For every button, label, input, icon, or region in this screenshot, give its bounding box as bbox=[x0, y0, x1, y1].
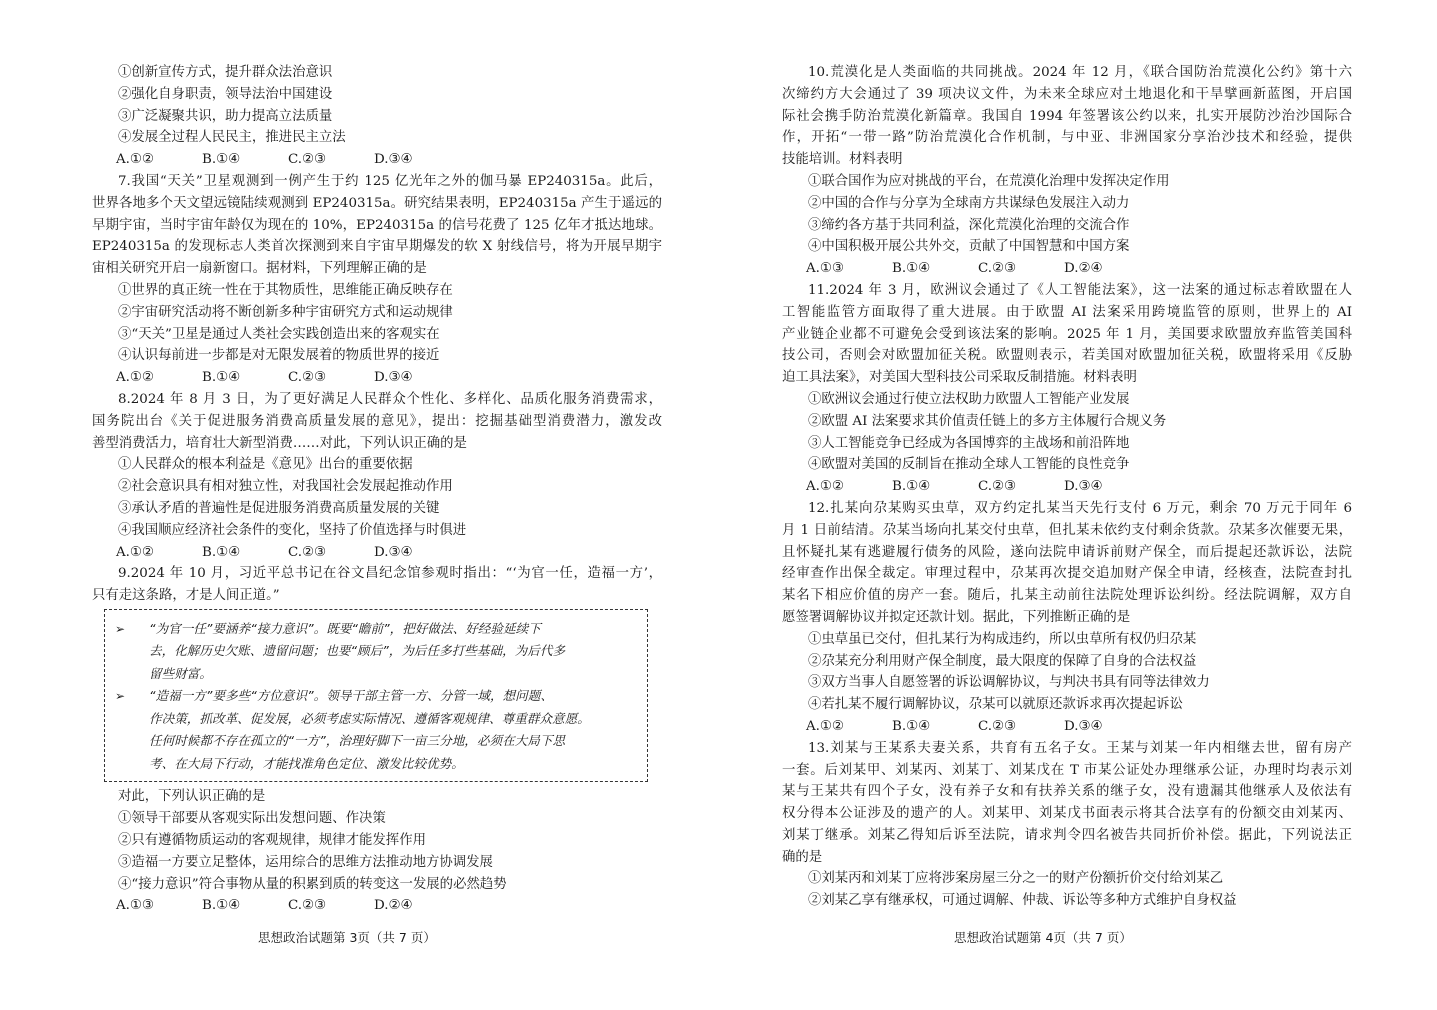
option-b: B.①④ bbox=[892, 718, 931, 734]
option-c: C.②③ bbox=[288, 544, 327, 560]
stem-line: 经审查作出保全裁定。审理过程中，尕某再次提交追加财产保全申请，经核查，法院查封扎 bbox=[782, 566, 1352, 582]
stem-line: 技公司，否则会对欧盟加征关税。欧盟则表示，若美国对欧盟加征关税，欧盟将采用《反胁 bbox=[782, 348, 1352, 364]
choice-item: ②刘某乙享有继承权，可通过调解、仲裁、诉讼等多种方式维护自身权益 bbox=[808, 893, 1237, 909]
option-c: C.②③ bbox=[978, 479, 1017, 495]
option-b: B.①④ bbox=[892, 479, 931, 495]
choice-item: ③人工智能竞争已经成为各国博弈的主战场和前沿阵地 bbox=[808, 435, 1130, 451]
choice-item: ④“接力意识”符合事物从量的积累到质的转变这一发展的必然趋势 bbox=[118, 876, 507, 892]
option-a: A.①③ bbox=[806, 261, 844, 277]
question-8-options bbox=[92, 542, 662, 564]
option-b: B.①④ bbox=[202, 544, 241, 560]
question-8-stem bbox=[92, 389, 662, 454]
choice-item: ①刘某丙和刘某丁应将涉案房屋三分之一的财产份额折价交付给刘某乙 bbox=[808, 871, 1224, 887]
choice-item: ③双方当事人自愿签署的诉讼调解协议，与判决书具有同等法律效力 bbox=[808, 675, 1210, 691]
choice-item: ③造福一方要立足整体，运用综合的思维方法推动地方协调发展 bbox=[118, 854, 493, 870]
choice-item: ①创新宣传方式，提升群众法治意识 bbox=[118, 65, 333, 80]
quote-bullet bbox=[115, 618, 637, 686]
stem-line: 且怀疑扎某有逃避履行债务的风险，遂向法院申请诉前财产保全，而后提起还款诉讼，法院 bbox=[782, 544, 1352, 560]
stem-line: 技能培训。材料表明 bbox=[782, 152, 903, 168]
quote-bullet bbox=[115, 685, 637, 775]
option-d: D.②④ bbox=[374, 898, 413, 914]
choice-item: ②欧盟 AI 法案要求其价值责任链上的多方主体履行合规义务 bbox=[808, 413, 1167, 429]
option-a: A.①③ bbox=[116, 898, 154, 914]
stem-line: 某名下相应价值的房产一套。随后，扎某主动前往法院处理诉讼纠纷。经法院调解，双方自 bbox=[782, 588, 1352, 604]
question-8-items bbox=[92, 454, 662, 541]
choice-item: ②中国的合作与分享为全球南方共谋绿色发展注入动力 bbox=[808, 195, 1130, 211]
quote-line: 留些财富。 bbox=[149, 665, 212, 681]
option-c: C.②③ bbox=[978, 261, 1017, 277]
question-9-prompt: 对此，下列认识正确的是 bbox=[118, 789, 266, 805]
question-11-items bbox=[782, 389, 1352, 476]
stem-line: 9.2024 年 10 月，习近平总书记在谷文昌纪念馆参观时指出：“‘为官一任，造福一方’， bbox=[118, 566, 662, 582]
question-10-items bbox=[782, 171, 1352, 258]
stem-line: 作，开拓“一带一路”防治荒漠化合作机制，与中亚、非洲国家分享治沙技术和经验，提供 bbox=[782, 130, 1352, 146]
choice-item: ④中国积极开展公共外交，贡献了中国智慧和中国方案 bbox=[808, 239, 1130, 255]
choice-item: ①虫草虽已交付，但扎某行为构成违约，所以虫草所有权仍归尕某 bbox=[808, 631, 1197, 647]
option-b: B.①④ bbox=[202, 898, 241, 914]
choice-item: ②社会意识具有相对独立性，对我国社会发展起推动作用 bbox=[118, 479, 453, 495]
question-6-options bbox=[92, 149, 662, 171]
option-d: D.③④ bbox=[374, 544, 413, 560]
option-c: C.②③ bbox=[288, 370, 327, 386]
option-d: D.②④ bbox=[1064, 261, 1103, 277]
stem-line: 善型消费活力，培育壮大新型消费……对此，下列认识正确的是 bbox=[92, 435, 467, 451]
choice-item: ②宇宙研究活动将不断创新多种宇宙研究方式和运动规律 bbox=[118, 304, 453, 320]
question-11-stem bbox=[782, 280, 1352, 389]
stem-line: 13.刘某与王某系夫妻关系，共育有五名子女。王某与刘某一年内相继去世，留有房产 bbox=[808, 740, 1352, 756]
option-d: D.③④ bbox=[374, 152, 413, 168]
stem-line: 权分得本公证涉及的遗产的人。刘某甲、刘某戊书面表示将其合法享有的份额交由刘某丙、 bbox=[782, 806, 1352, 822]
question-12-items bbox=[782, 629, 1352, 716]
choice-item: ③缔约各方基于共同利益，深化荒漠化治理的交流合作 bbox=[808, 217, 1130, 233]
quote-line: 去，化解历史欠账、遗留问题；也要“顾后”，为后任多打些基础，为后代多 bbox=[149, 643, 566, 659]
option-c: C.②③ bbox=[288, 152, 327, 168]
stem-line: 12.扎某向尕某购买虫草，双方约定扎某当天先行支付 6 万元，剩余 70 万元于同年 6 bbox=[808, 500, 1352, 516]
question-7-stem bbox=[92, 171, 662, 280]
stem-line: 世界各地多个天文望远镜陆续观测到 EP240315a。研究结果表明，EP240315a 产生于遥远的 bbox=[92, 195, 662, 211]
stem-line: 产业链企业都不可避免会受到该法案的影响。2025 年 1 月，美国要求欧盟放弃监管美国科 bbox=[782, 326, 1352, 342]
option-a: A.①② bbox=[116, 370, 154, 386]
question-7-options bbox=[92, 367, 662, 389]
stem-line: 11.2024 年 3 月，欧洲议会通过了《人工智能法案》，这一法案的通过标志着欧盟在人 bbox=[808, 282, 1352, 298]
stem-line: 只有走这条路，才是人间正道。” bbox=[92, 588, 280, 604]
option-a: A.①② bbox=[806, 718, 844, 734]
option-a: A.①② bbox=[116, 152, 154, 168]
question-7-items bbox=[92, 280, 662, 367]
stem-line: 刘某丁继承。刘某乙得知后诉至法院，请求判令四名被告共同折价补偿。据此，下列说法正 bbox=[782, 827, 1352, 843]
choice-item: ①联合国作为应对挑战的平台，在荒漠化治理中发挥决定作用 bbox=[808, 173, 1170, 189]
choice-item: ①欧洲议会通过行使立法权助力欧盟人工智能产业发展 bbox=[808, 391, 1130, 407]
choice-item: ③广泛凝聚共识，助力提高立法质量 bbox=[118, 108, 333, 124]
stem-line: 确的是 bbox=[782, 849, 823, 865]
choice-item: ①人民群众的根本利益是《意见》出台的重要依据 bbox=[118, 457, 413, 473]
question-9-stem bbox=[92, 563, 662, 607]
question-12-options bbox=[782, 716, 1352, 738]
quote-line: 作决策，抓改革、促发展，必须考虑实际情况、遵循客观规律、尊重群众意愿。 bbox=[149, 710, 590, 726]
question-13-items bbox=[782, 868, 1352, 912]
question-6-items bbox=[92, 62, 662, 149]
stem-line: 10.荒漠化是人类面临的共同挑战。2024 年 12 月，《联合国防治荒漠化公约》第十六 bbox=[808, 65, 1352, 80]
stem-line: EP240315a 的发现标志人类首次探测到来自宇宙早期爆发的软 X 射线信号，将为开展早期宇 bbox=[92, 239, 662, 255]
option-c: C.②③ bbox=[288, 898, 327, 914]
option-d: D.③④ bbox=[1064, 479, 1103, 495]
choice-item: ①领导干部要从客观实际出发想问题、作决策 bbox=[118, 811, 386, 827]
option-d: D.③④ bbox=[1064, 718, 1103, 734]
quote-line: “造福一方”要多些“方位意识”。领导干部主管一方、分管一域，想问题、 bbox=[149, 688, 553, 704]
choice-item: ②只有遵循物质运动的客观规律，规律才能发挥作用 bbox=[118, 833, 426, 849]
page-footer-right: 思想政治试题第 4页（共 7 页） bbox=[954, 930, 1132, 945]
option-b: B.①④ bbox=[202, 152, 241, 168]
quote-line: 考、在大局下行动，才能找准角色定位、激发比较优势。 bbox=[149, 755, 464, 771]
stem-line: 国务院出台《关于促进服务消费高质量发展的意见》，提出：挖掘基础型消费潜力，激发改 bbox=[92, 413, 662, 429]
quote-line: 任何时候都不存在孤立的“一方”，治理好脚下一亩三分地，必须在大局下思 bbox=[149, 733, 566, 749]
arrow-bullet-icon: ➢ bbox=[115, 689, 126, 704]
choice-item: ②尕某充分利用财产保全制度，最大限度的保障了自身的合法权益 bbox=[808, 653, 1197, 669]
stem-line: 7.我国“天关”卫星观测到一例产生于约 125 亿光年之外的伽马暴 EP240315a。此后， bbox=[118, 173, 662, 189]
stem-line: 8.2024 年 8 月 3 日，为了更好满足人民群众个性化、多样化、品质化服务消费需求， bbox=[118, 391, 662, 407]
choice-item: ④若扎某不履行调解协议，尕某可以就原还款诉求再次提起诉讼 bbox=[808, 697, 1183, 713]
arrow-bullet-icon: ➢ bbox=[115, 621, 126, 636]
choice-item: ④欧盟对美国的反制旨在推动全球人工智能的良性竞争 bbox=[808, 457, 1130, 473]
stem-line: 某与王某共有四个子女，没有养子女和有扶养关系的继子女，没有遗漏其他继承人及依法有 bbox=[782, 784, 1352, 800]
question-13-stem bbox=[782, 738, 1352, 869]
stem-line: 早期宇宙，当时宇宙年龄仅为现在的 10%，EP240315a 的信号花费了 125 亿年才抵达地球。 bbox=[92, 217, 662, 233]
option-b: B.①④ bbox=[202, 370, 241, 386]
quote-box bbox=[104, 609, 648, 783]
option-a: A.①② bbox=[806, 479, 844, 495]
stem-line: 月 1 日前结清。尕某当场向扎某交付虫草，但扎某未依约支付剩余货款。尕某多次催要无果， bbox=[782, 522, 1352, 538]
question-12-stem bbox=[782, 498, 1352, 629]
option-d: D.③④ bbox=[374, 370, 413, 386]
choice-item: ③承认矛盾的普遍性是促进服务消费高质量发展的关键 bbox=[118, 500, 440, 516]
stem-line: 宙相关研究开启一扇新窗口。据材料，下列理解正确的是 bbox=[92, 261, 427, 277]
question-10-stem bbox=[782, 62, 1352, 171]
question-9-items bbox=[92, 808, 662, 895]
left-page bbox=[92, 62, 662, 917]
stem-line: 工智能监管方面取得了重大进展。由于欧盟 AI 法案采用跨境监管的原则，世界上的 AI bbox=[782, 304, 1352, 320]
page-footer-left: 思想政治试题第 3页（共 7 页） bbox=[258, 930, 436, 945]
choice-item: ④认识每前进一步都是对无限发展着的物质世界的接近 bbox=[118, 348, 440, 364]
right-page bbox=[782, 62, 1352, 912]
choice-item: ②强化自身职责，领导法治中国建设 bbox=[118, 86, 333, 102]
stem-line: 次缔约方大会通过了 39 项决议文件，为未来全球应对土地退化和干旱擘画新蓝图，开启国 bbox=[782, 86, 1352, 102]
choice-item: ①世界的真正统一性在于其物质性，思维能正确反映存在 bbox=[118, 282, 453, 298]
option-b: B.①④ bbox=[892, 261, 931, 277]
question-9-options bbox=[92, 895, 662, 917]
quote-line: “为官一任”要涵养“接力意识”。既要“瞻前”，把好做法、好经验延续下 bbox=[149, 620, 541, 636]
question-10-options bbox=[782, 258, 1352, 280]
choice-item: ④我国顺应经济社会条件的变化，坚持了价值选择与时俱进 bbox=[118, 522, 467, 538]
stem-line: 际社会携手防治荒漠化新篇章。我国自 1994 年签署该公约以来，扎实开展防沙治沙国际合 bbox=[782, 108, 1352, 124]
stem-line: 愿签署调解协议并拟定还款计划。据此，下列推断正确的是 bbox=[782, 609, 1131, 625]
stem-line: 一套。后刘某甲、刘某丙、刘某丁、刘某戊在 T 市某公证处办理继承公证，办理时均表示刘 bbox=[782, 762, 1352, 778]
question-11-options bbox=[782, 476, 1352, 498]
option-c: C.②③ bbox=[978, 718, 1017, 734]
stem-line: 迫工具法案》，对美国大型科技公司采取反制措施。材料表明 bbox=[782, 370, 1137, 386]
choice-item: ③“天关”卫星是通过人类社会实践创造出来的客观实在 bbox=[118, 326, 440, 342]
option-a: A.①② bbox=[116, 544, 154, 560]
choice-item: ④发展全过程人民民主，推进民主立法 bbox=[118, 130, 346, 146]
